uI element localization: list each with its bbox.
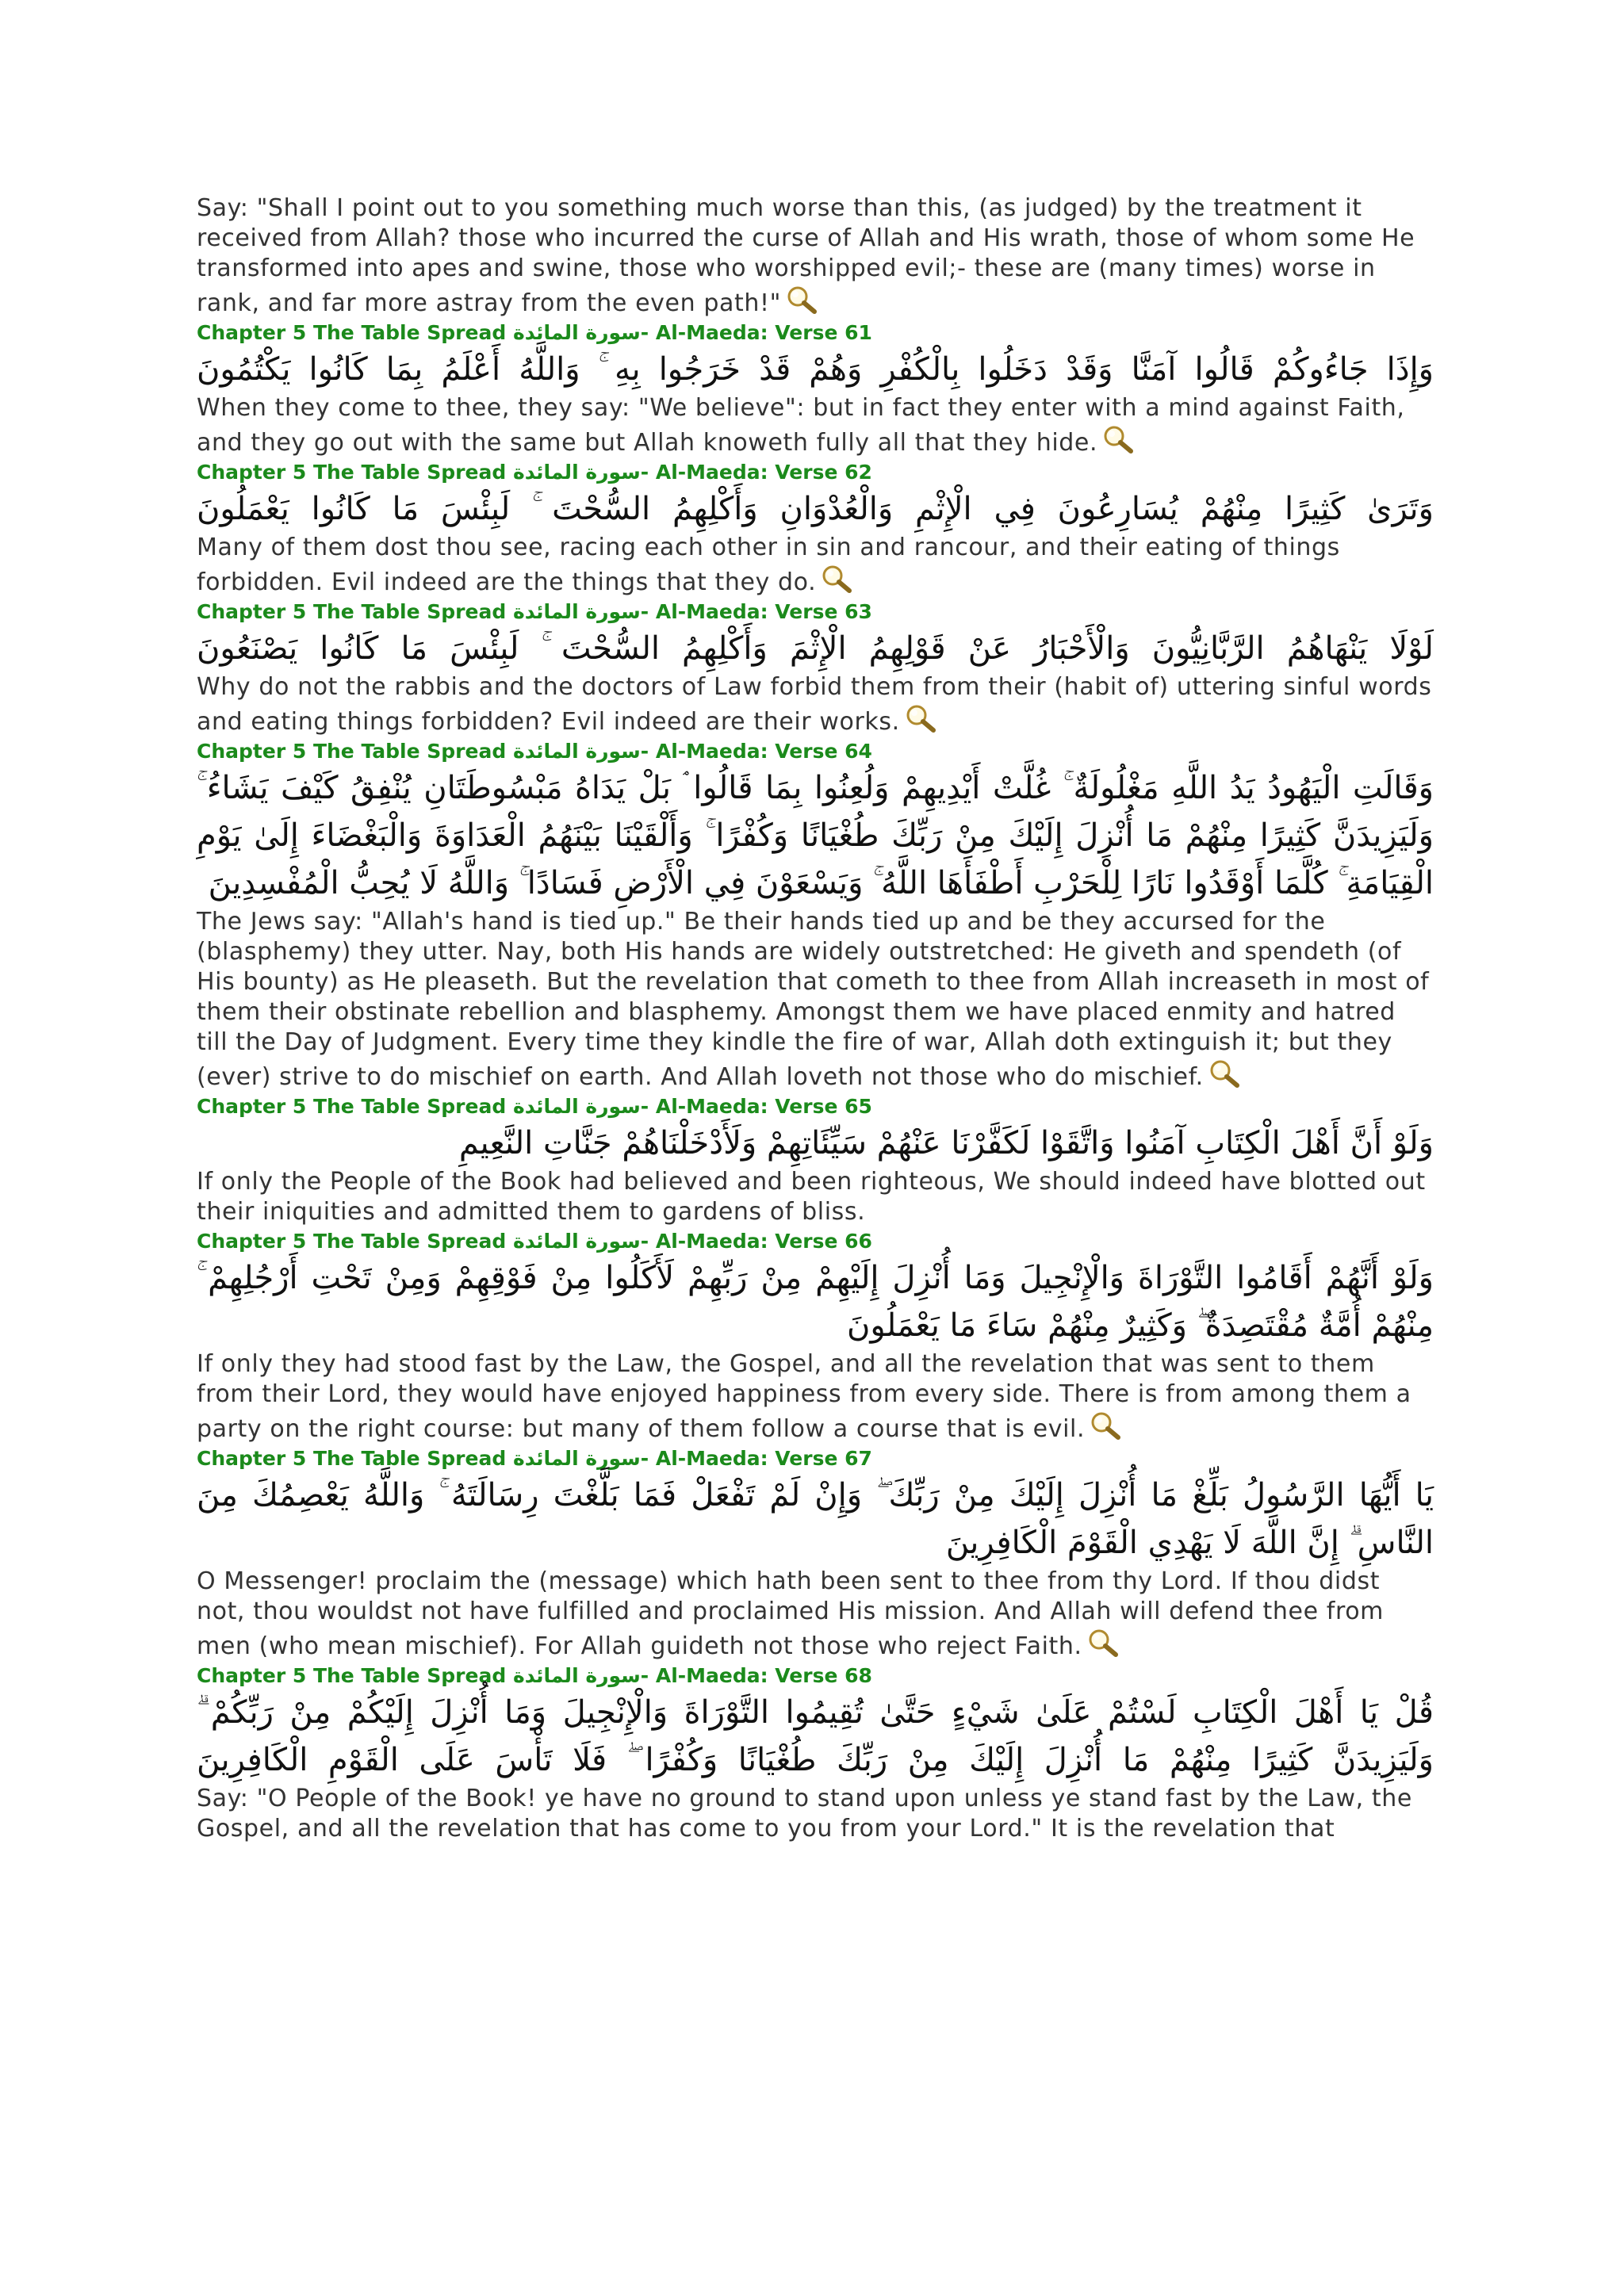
verse-translation: Say: "Shall I point out to you something much worse than this, (as judged) by the treatment it received from Allah? those who incurred the curse of Allah and His wrath, those of whom some He transformed into apes and swine, those who worshipped evil;- these are (many times) worse in rank, and far more astray from the even path!" bbox=[197, 194, 1415, 317]
magnifier-icon[interactable] bbox=[903, 702, 938, 734]
verse-heading: Chapter 5 The Table Spread سورة المائدة- Al-Maeda: Verse 68 bbox=[197, 1664, 872, 1687]
magnifier-icon[interactable] bbox=[1088, 1410, 1123, 1441]
verse-heading: Chapter 5 The Table Spread سورة المائدة- Al-Maeda: Verse 62 bbox=[197, 461, 872, 484]
verse-arabic: وَقَالَتِ الْيَهُودُ يَدُ اللَّهِ مَغْلُولَةٌ ۚ غُلَّتْ أَيْدِيهِمْ وَلُعِنُوا بِمَا قَالُوا ۘ بَلْ يَدَاهُ مَبْسُوطَتَانِ يُنْفِقُ كَيْفَ يَشَاءُ ۚ وَلَيَزِيدَنَّ كَثِيرًا مِنْهُمْ مَا أُنْزِلَ إِلَيْكَ مِنْ رَبِّكَ طُغْيَانًا وَكُفْرًا ۚ وَأَلْقَيْنَا بَيْنَهُمُ الْعَدَاوَةَ وَالْبَغْضَاءَ إِلَىٰ يَوْمِ الْقِيَامَةِ ۚ كُلَّمَا أَوْقَدُوا نَارًا لِلْحَرْبِ أَطْفَأَهَا اللَّهُ ۚ وَيَسْعَوْنَ فِي الْأَرْضِ فَسَادًا ۚ وَاللَّهُ لَا يُحِبُّ الْمُفْسِدِينَ bbox=[197, 770, 1434, 901]
verse-translation: The Jews say: "Allah's hand is tied up." Be their hands tied up and be they accursed for the (blasphemy) they utter. Nay, both His hands are widely outstretched: He giveth and spendeth (of His bounty) as He pleaseth. But the revelation that cometh to thee from Allah increaseth in most of them their obstinate rebellion and blasphemy. Amongst them we have placed enmity and hatred till the Day of Judgment. Every time they kindle the fire of war, Allah doth extinguish it; but they (ever) strive to do mischief on earth. And Allah loveth not those who do mischief. bbox=[197, 908, 1430, 1091]
verse-arabic: وَلَوْ أَنَّ أَهْلَ الْكِتَابِ آمَنُوا وَاتَّقَوْا لَكَفَّرْنَا عَنْهُمْ سَيِّئَاتِهِمْ وَلَأَدْخَلْنَاهُمْ جَنَّاتِ النَّعِيمِ bbox=[458, 1125, 1434, 1161]
verse-translation: O Messenger! proclaim the (message) which hath been sent to thee from thy Lord. If thou didst not, thou wouldst not have fulfilled and proclaimed His mission. And Allah will defend thee from men (who mean mischief). For Allah guideth not those who reject Faith. bbox=[197, 1567, 1384, 1660]
verse-arabic: قُلْ يَا أَهْلَ الْكِتَابِ لَسْتُمْ عَلَىٰ شَيْءٍ حَتَّىٰ تُقِيمُوا التَّوْرَاةَ وَالْإِنْجِيلَ وَمَا أُنْزِلَ إِلَيْكُمْ مِنْ رَبِّكُمْ ۗ وَلَيَزِيدَنَّ كَثِيرًا مِنْهُمْ مَا أُنْزِلَ إِلَيْكَ مِنْ رَبِّكَ طُغْيَانًا وَكُفْرًا ۖ فَلَا تَأْسَ عَلَى الْقَوْمِ الْكَافِرِينَ bbox=[197, 1694, 1434, 1778]
magnifier-icon[interactable] bbox=[819, 563, 854, 595]
verse-arabic: يَا أَيُّهَا الرَّسُولُ بَلِّغْ مَا أُنْزِلَ إِلَيْكَ مِنْ رَبِّكَ ۖ وَإِنْ لَمْ تَفْعَلْ فَمَا بَلَّغْتَ رِسَالَتَهُ ۚ وَاللَّهُ يَعْصِمُكَ مِنَ النَّاسِ ۗ إِنَّ اللَّهَ لَا يَهْدِي الْقَوْمَ الْكَافِرِينَ bbox=[197, 1477, 1434, 1561]
magnifier-icon[interactable] bbox=[1101, 423, 1136, 455]
verse-translation: When they come to thee, they say: "We believe": but in fact they enter with a mind against Faith, and they go out with the same but Allah knoweth fully all that they hide. bbox=[197, 394, 1405, 457]
verse-arabic: وَتَرَىٰ كَثِيرًا مِنْهُمْ يُسَارِعُونَ فِي الْإِثْمِ وَالْعُدْوَانِ وَأَكْلِهِمُ السُّحْتَ ۚ لَبِئْسَ مَا كَانُوا يَعْمَلُونَ bbox=[197, 491, 1434, 527]
verse-translation: If only they had stood fast by the Law, the Gospel, and all the revelation that was sent to them from their Lord, they would have enjoyed happiness from every side. There is from among them a party on the right course: but many of them follow a course that is evil. bbox=[197, 1350, 1411, 1443]
verse-heading: Chapter 5 The Table Spread سورة المائدة- Al-Maeda: Verse 63 bbox=[197, 600, 872, 623]
verse-translation: Why do not the rabbis and the doctors of Law forbid them from their (habit of) uttering sinful words and eating things forbidden? Evil indeed are their works. bbox=[197, 673, 1432, 736]
verse-arabic: لَوْلَا يَنْهَاهُمُ الرَّبَّانِيُّونَ وَالْأَحْبَارُ عَنْ قَوْلِهِمُ الْإِثْمَ وَأَكْلِهِمُ السُّحْتَ ۚ لَبِئْسَ مَا كَانُوا يَصْنَعُونَ bbox=[197, 630, 1434, 667]
verse-heading: Chapter 5 The Table Spread سورة المائدة- Al-Maeda: Verse 65 bbox=[197, 1095, 872, 1118]
magnifier-icon[interactable] bbox=[1086, 1627, 1120, 1659]
verse-heading: Chapter 5 The Table Spread سورة المائدة- Al-Maeda: Verse 66 bbox=[197, 1230, 872, 1253]
verse-translation: If only the People of the Book had believed and been righteous, We should indeed have blotted out their iniquities and admitted them to gardens of bliss. bbox=[197, 1168, 1426, 1226]
verse-arabic: وَلَوْ أَنَّهُمْ أَقَامُوا التَّوْرَاةَ وَالْإِنْجِيلَ وَمَا أُنْزِلَ إِلَيْهِمْ مِنْ رَبِّهِمْ لَأَكَلُوا مِنْ فَوْقِهِمْ وَمِنْ تَحْتِ أَرْجُلِهِمْ ۚ مِنْهُمْ أُمَّةٌ مُقْتَصِدَةٌ ۖ وَكَثِيرٌ مِنْهُمْ سَاءَ مَا يَعْمَلُونَ bbox=[197, 1260, 1434, 1344]
magnifier-icon[interactable] bbox=[784, 284, 819, 316]
verse-heading: Chapter 5 The Table Spread سورة المائدة- Al-Maeda: Verse 67 bbox=[197, 1447, 872, 1470]
verse-arabic: وَإِذَا جَاءُوكُمْ قَالُوا آمَنَّا وَقَدْ دَخَلُوا بِالْكُفْرِ وَهُمْ قَدْ خَرَجُوا بِهِ ۚ وَاللَّهُ أَعْلَمُ بِمَا كَانُوا يَكْتُمُونَ bbox=[197, 351, 1434, 388]
verse-translation: Say: "O People of the Book! ye have no ground to stand upon unless ye stand fast by the Law, the Gospel, and all the revelation that has come to you from your Lord." It is the revelation that bbox=[197, 1785, 1412, 1843]
verse-translation: Many of them dost thou see, racing each other in sin and rancour, and their eating of things forbidden. Evil indeed are the things that they do. bbox=[197, 534, 1340, 596]
document-page bbox=[197, 193, 1434, 1844]
verse-heading: Chapter 5 The Table Spread سورة المائدة- Al-Maeda: Verse 64 bbox=[197, 740, 872, 763]
magnifier-icon[interactable] bbox=[1207, 1058, 1242, 1089]
verse-heading: Chapter 5 The Table Spread سورة المائدة- Al-Maeda: Verse 61 bbox=[197, 321, 872, 344]
